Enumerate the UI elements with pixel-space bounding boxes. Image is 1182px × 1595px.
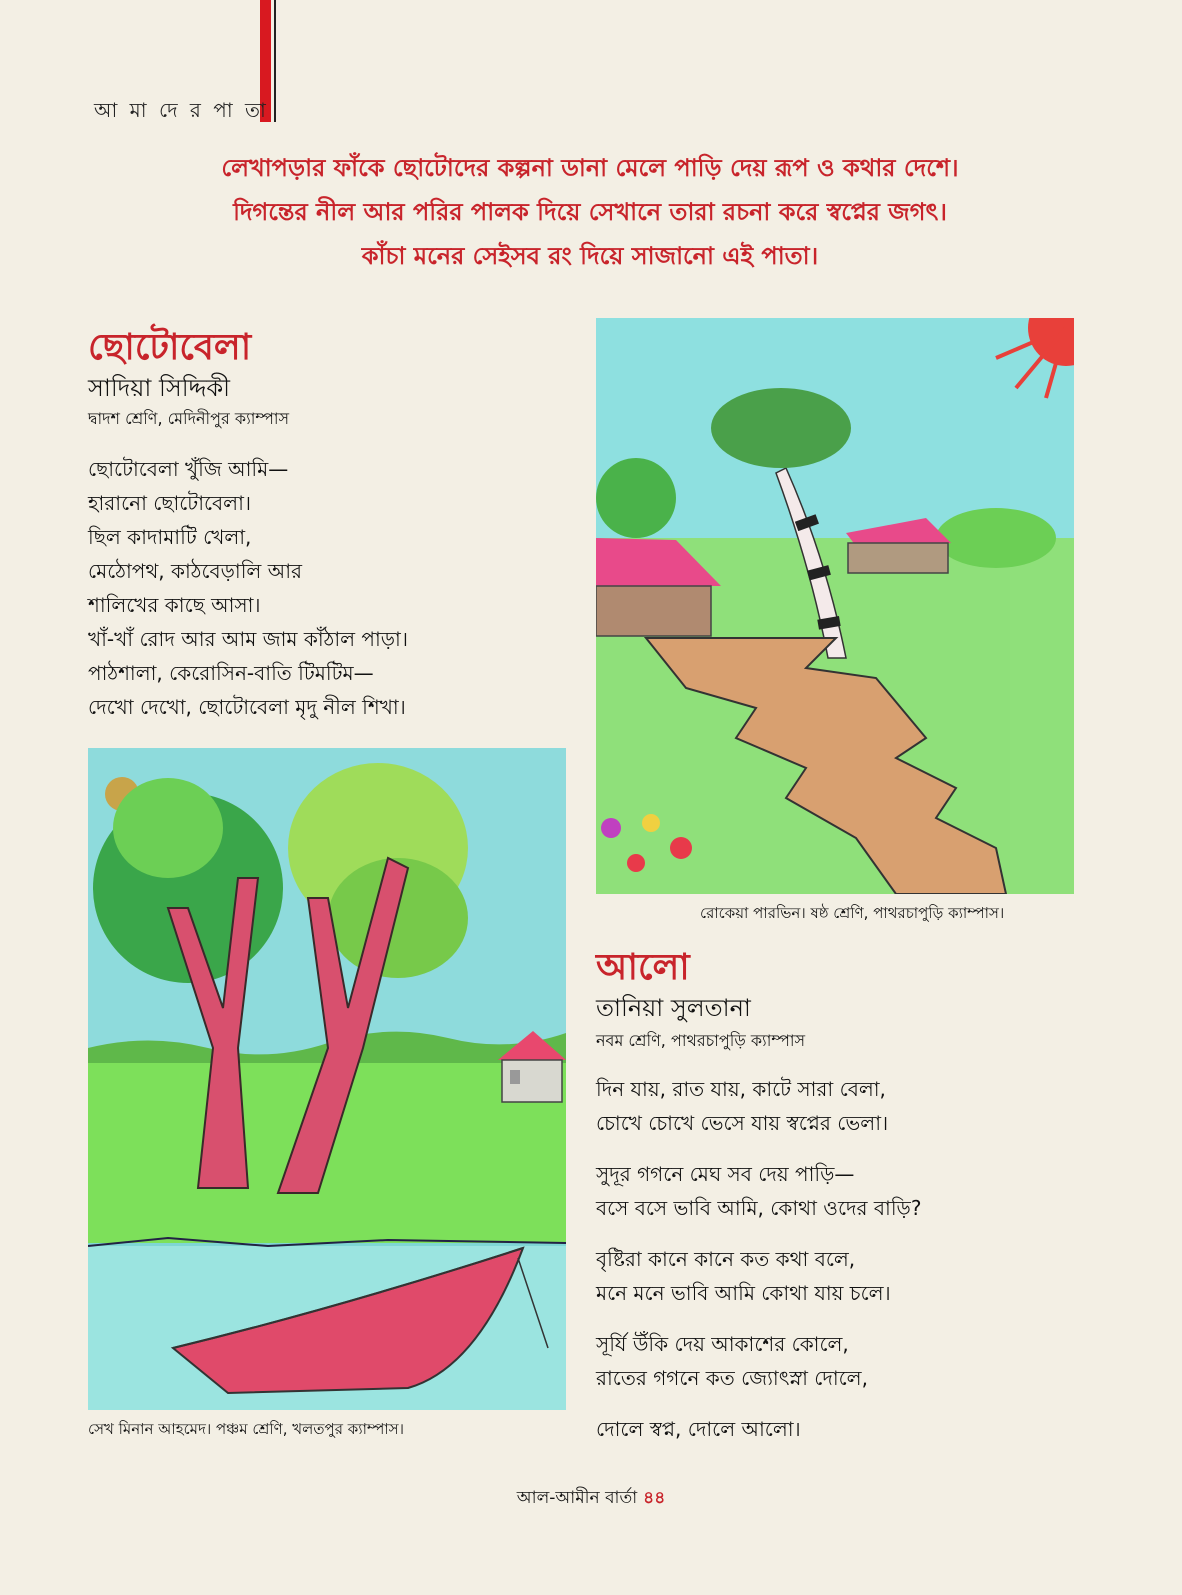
poem1-grade: দ্বাদশ শ্রেণি, মেদিনীপুর ক্যাম্পাস — [88, 409, 290, 428]
poem2-author: তানিয়া সুলতানা — [596, 994, 751, 1022]
poem-line: শালিখের কাছে আসা। — [88, 593, 261, 617]
poem-line: মেঠোপথ, কাঠবেড়ালি আর — [88, 559, 303, 583]
poem-line: সূর্যি উঁকি দেয় আকাশের কোলে, — [596, 1332, 849, 1356]
poem-line: ছিল কাদামাটি খেলা, — [88, 525, 252, 549]
drawing-left-caption: সেখ মিনান আহমেদ। পঞ্চম শ্রেণি, খলতপুর ক্যাম্পাস। — [88, 1420, 404, 1438]
poem2-body — [596, 1072, 921, 1463]
poem-line: হারানো ছোটোবেলা। — [88, 491, 252, 515]
section-label: আ মা দে র পা তা — [94, 98, 269, 122]
poem-line: দেখো দেখো, ছোটোবেলা মৃদু নীল শিখা। — [88, 695, 406, 719]
drawing-right-caption: রোকেয়া পারভিন। ষষ্ঠ শ্রেণি, পাথরচাপুড়ি ক্যাম্পাস। — [700, 904, 1005, 922]
poem-stanza — [596, 1157, 921, 1225]
intro-line: দিগন্তের নীল আর পরির পালক দিয়ে সেখানে তারা রচনা করে স্বপ্নের জগৎ। — [233, 198, 947, 226]
poem-line: পাঠশালা, কেরোসিন-বাতি টিমটিম— — [88, 661, 374, 685]
poem-stanza — [596, 1327, 921, 1395]
poem-stanza — [596, 1412, 921, 1446]
drawing-village-path — [596, 318, 1074, 894]
poem-line: মনে মনে ভাবি আমি কোথা যায় চলে। — [596, 1281, 891, 1305]
page-number: ৪৪ — [643, 1488, 666, 1508]
intro-text — [140, 146, 1040, 278]
poem-line: চোখে চোখে ভেসে যায় স্বপ্নের ভেলা। — [596, 1111, 889, 1135]
intro-line: কাঁচা মনের সেইসব রং দিয়ে সাজানো এই পাতা। — [361, 242, 819, 270]
poem1-title: ছোটোবেলা — [88, 327, 252, 368]
poem1-author: সাদিয়া সিদ্দিকী — [88, 374, 231, 402]
poem-line: দিন যায়, রাত যায়, কাটে সারা বেলা, — [596, 1077, 886, 1101]
poem-stanza — [596, 1072, 921, 1140]
header-divider — [274, 0, 276, 122]
poem-line: বৃষ্টিরা কানে কানে কত কথা বলে, — [596, 1247, 856, 1271]
poem-line: দোলে স্বপ্ন, দোলে আলো। — [596, 1417, 801, 1441]
poem-line: ছোটোবেলা খুঁজি আমি— — [88, 457, 289, 481]
poem1-body — [88, 452, 408, 724]
poem-line: রাতের গগনে কত জ্যোৎস্না দোলে, — [596, 1366, 868, 1390]
poem-line: বসে বসে ভাবি আমি, কোথা ওদের বাড়ি? — [596, 1196, 922, 1220]
intro-line: লেখাপড়ার ফাঁকে ছোটোদের কল্পনা ডানা মেলে পাড়ি দেয় রূপ ও কথার দেশে। — [221, 154, 959, 182]
poem2-title: আলো — [596, 947, 690, 988]
poem-stanza — [596, 1242, 921, 1310]
poem-line: সুদূর গগনে মেঘ সব দেয় পাড়ি— — [596, 1162, 855, 1186]
drawing-trees-boat — [88, 748, 566, 1410]
page-footer — [0, 1485, 1182, 1513]
poem-line: খাঁ-খাঁ রোদ আর আম জাম কাঁঠাল পাড়া। — [88, 627, 409, 651]
poem2-grade: নবম শ্রেণি, পাথরচাপুড়ি ক্যাম্পাস — [596, 1031, 806, 1050]
magazine-title: আল-আমীন বার্তা — [516, 1488, 638, 1508]
